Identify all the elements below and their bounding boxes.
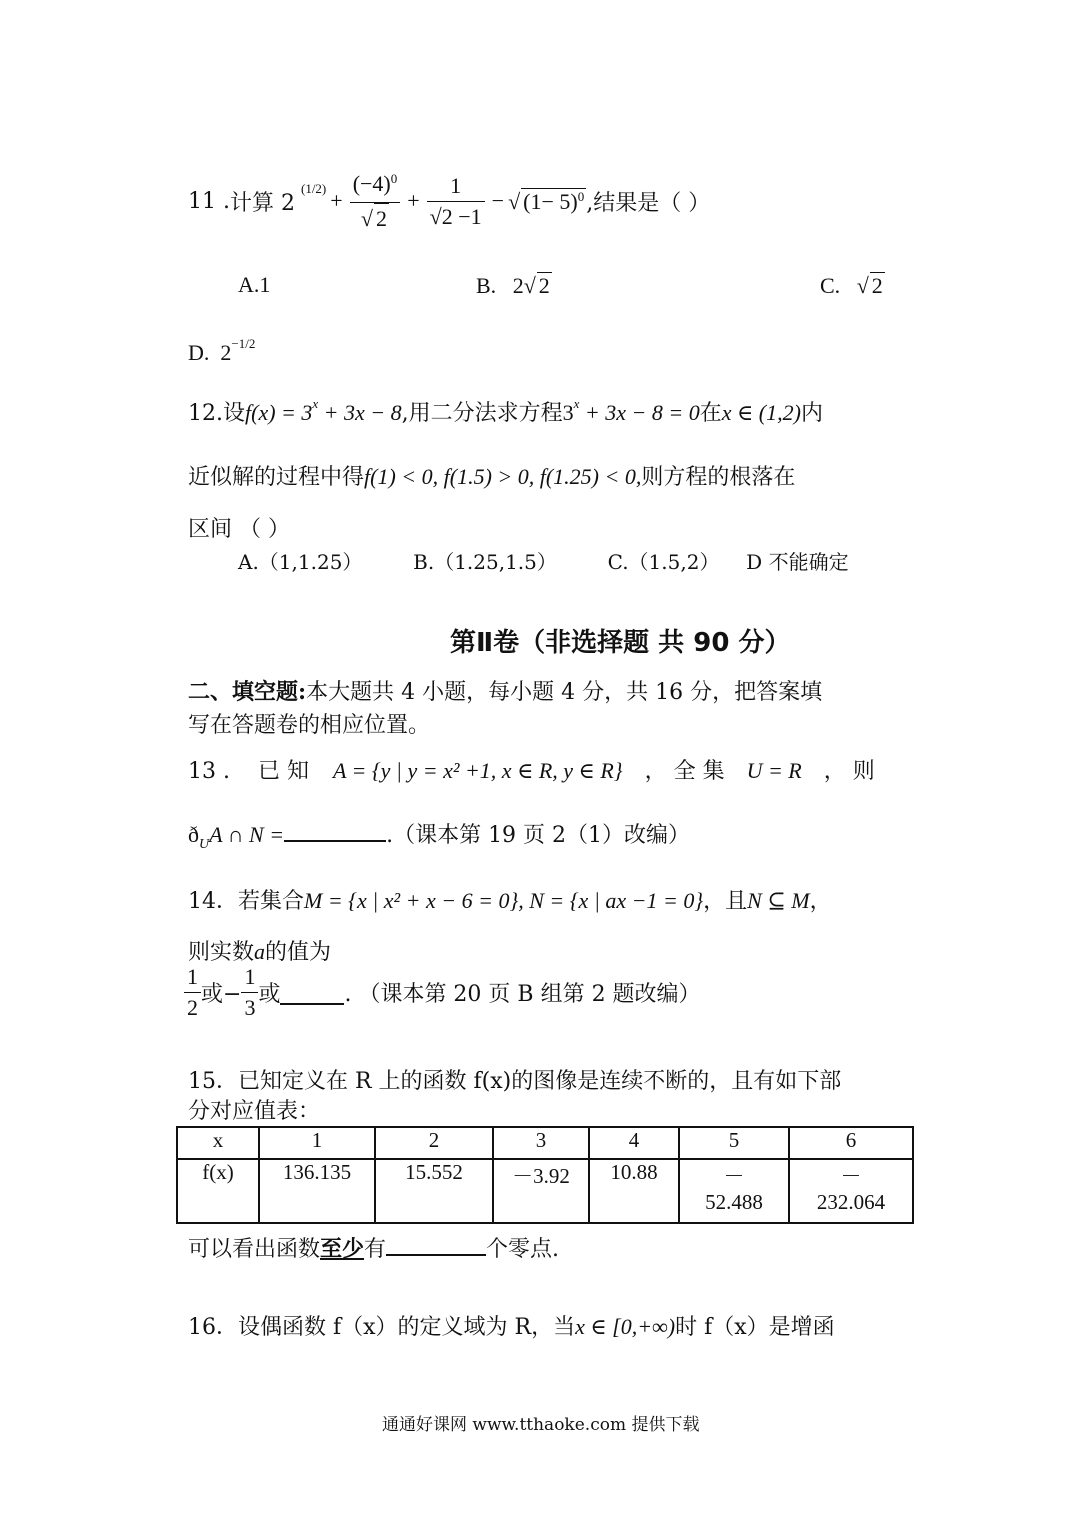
table-row-label: f(x) bbox=[177, 1159, 259, 1223]
fill-section-line-2: 写在答题卷的相应位置。 bbox=[188, 713, 431, 738]
q11-sqrt-term: √ $(1- 5)^0$ bbox=[508, 188, 585, 214]
q12-line-2: 近似解的过程中得f(1) < 0, f(1.5) > 0, f(1.25) < 0,则方程的根落在 bbox=[188, 464, 796, 490]
q14-line-2: 则实数a的值为 bbox=[188, 939, 332, 965]
q15-line-1: 15．已知定义在 R 上的函数 f(x)的图像是连续不断的，且有如下部 bbox=[188, 1069, 842, 1094]
q13-line-1: 13 . 已 知 A = {y | y = x² +1, x ∈ R, y ∈ R} ， 全 集 U = R ， 则 bbox=[188, 758, 875, 784]
q11-stem: 计算 2 bbox=[229, 190, 295, 216]
table-cell: － 232.064 bbox=[789, 1159, 913, 1223]
table-row bbox=[177, 1159, 913, 1223]
table-cell: －3.92 bbox=[493, 1159, 589, 1223]
q15-answer-blank[interactable] bbox=[386, 1254, 486, 1256]
table-row bbox=[177, 1127, 913, 1159]
table-header-cell: 5 bbox=[679, 1127, 789, 1159]
table-cell: 136.135 bbox=[259, 1159, 375, 1223]
q11-number: 11 . bbox=[188, 188, 230, 214]
part2-title: 第Ⅱ卷（非选择题 共 90 分） bbox=[450, 628, 791, 658]
q11-option-a: A.1 bbox=[238, 272, 271, 297]
value-table bbox=[176, 1126, 914, 1224]
table-header-cell: 4 bbox=[589, 1127, 679, 1159]
q14-fraction-half: $\frac{1}{2}$ bbox=[184, 962, 201, 1023]
table-header-x: x bbox=[177, 1127, 259, 1159]
q15-after-table: 可以看出函数至少有 个零点. bbox=[188, 1236, 560, 1262]
q11-option-d: D. $2^{-1/2}$ bbox=[188, 336, 256, 365]
q12-option-b: B.（1.25,1.5） bbox=[413, 550, 557, 574]
q11-line: 11 . 计算 2 (1/2) + $\frac{(-4)^0}{√ 2}$ + $\frac{1}{√2 -1}$ − √ $(1- 5)^0$ ,结果是（ ） bbox=[188, 166, 710, 236]
q14-answer-blank[interactable] bbox=[280, 981, 344, 1005]
fill-section-heading: 二、填空题: bbox=[188, 679, 307, 705]
table-cell: 15.552 bbox=[375, 1159, 493, 1223]
table-header-cell: 6 bbox=[789, 1127, 913, 1159]
q11-suffix: ,结果是（ ） bbox=[586, 190, 711, 216]
q13-answer-blank[interactable] bbox=[284, 840, 386, 842]
q12-option-a: A.（1,1.25） bbox=[238, 550, 363, 574]
q15-emphasis: 至少 bbox=[320, 1236, 365, 1262]
q14-answer-line: $\frac{1}{2}$ 或− $\frac{1}{3}$ 或 . （课本第 20 页 B 组第 2 题改编） bbox=[184, 962, 701, 1023]
q16-line-1: 16．设偶函数 f（x）的定义域为 R，当x ∈ [0,+∞)时 f（x）是增函 bbox=[188, 1314, 835, 1340]
q11-fraction-1: $\frac{(-4)^0}{√ 2}$ bbox=[350, 169, 401, 234]
page-footer: 通通好课网 www.tthaoke.com 提供下载 bbox=[382, 1415, 700, 1435]
q12-line-1: 12.设$f(x) = 3^x + 3x - 8$,用二分法求方程$3^x + 3x - 8 = 0$在x ∈ (1,2)内 bbox=[188, 396, 823, 426]
q14-line-1: 14．若集合M = {x | x² + x − 6 = 0}, N = {x | ax −1 = 0}，且N ⊆ M， bbox=[188, 888, 832, 914]
q13-line-2: $ð_UA$ ∩ N = .（课本第 19 页 2（1）改编） bbox=[188, 822, 691, 852]
q11-exponent: (1/2) bbox=[300, 181, 327, 196]
table-header-cell: 3 bbox=[493, 1127, 589, 1159]
q12-option-d: D 不能确定 bbox=[746, 550, 849, 574]
q11-option-b: B. 2√ 2 bbox=[476, 273, 550, 298]
q12-line-3: 区间 （ ） bbox=[188, 517, 290, 542]
table-cell: 10.88 bbox=[589, 1159, 679, 1223]
q15-line-2: 分对应值表： bbox=[188, 1099, 321, 1124]
table-cell: － 52.488 bbox=[679, 1159, 789, 1223]
q12-options bbox=[238, 546, 849, 575]
q11-option-c: C. √ 2 bbox=[820, 273, 883, 298]
table-header-cell: 1 bbox=[259, 1127, 375, 1159]
q12-option-c: C.（1.5,2） bbox=[607, 550, 720, 574]
q14-fraction-third: $\frac{1}{3}$ bbox=[241, 962, 258, 1023]
table-header-cell: 2 bbox=[375, 1127, 493, 1159]
q11-fraction-2: $\frac{1}{√2 -1}$ bbox=[427, 171, 485, 232]
fill-section-line-1: 二、填空题:本大题共 4 小题，每小题 4 分，共 16 分，把答案填 bbox=[188, 679, 823, 705]
